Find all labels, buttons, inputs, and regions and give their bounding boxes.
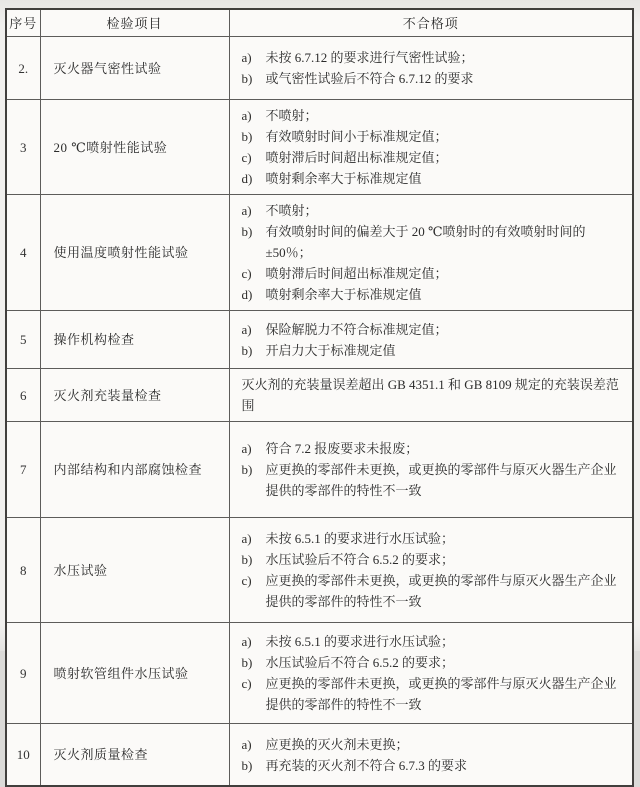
entry-text: 未按 6.5.1 的要求进行水压试验； (265, 634, 455, 649)
defect-entry (242, 68, 625, 89)
entry-marker: c) (241, 573, 252, 588)
entry-marker: a) (241, 531, 252, 546)
entry-marker: a) (241, 203, 252, 218)
entry-marker: b) (241, 655, 253, 670)
table-header (6, 9, 633, 37)
defect-entry (242, 47, 625, 68)
row-seq: 3 (6, 100, 40, 195)
defect-entry (242, 147, 625, 168)
entry-marker: b) (241, 462, 253, 477)
entry-marker: b) (241, 757, 253, 773)
entry-text: 未按 6.5.1 的要求进行水压试验； (265, 531, 455, 546)
header-defect: 不合格项 (229, 9, 633, 37)
table-row (6, 518, 633, 623)
header-item: 检验项目 (40, 9, 229, 37)
row-defects (229, 369, 633, 422)
defect-entry (242, 263, 625, 284)
table-row (6, 724, 633, 787)
defect-entry (242, 374, 625, 416)
defect-entry (242, 528, 625, 549)
row-item: 灭火剂质量检查 (40, 724, 229, 787)
entry-text: 喷射剩余率大于标准规定值 (265, 171, 422, 186)
entry-text: 开启力大于标准规定值 (265, 342, 396, 358)
entry-marker: a) (241, 634, 252, 649)
entry-marker: b) (241, 342, 253, 358)
defect-entry (242, 652, 625, 673)
entry-marker: b) (241, 552, 253, 567)
entry-text: 有效喷射时间的偏差大于 20 ℃喷射时的有效喷射时间的±50％； (265, 224, 586, 260)
entry-text: 喷射滞后时间超出标准规定值； (265, 266, 448, 281)
row-defects (229, 724, 633, 787)
entry-marker: a) (241, 441, 252, 456)
defect-entry (242, 284, 625, 305)
defect-entry (242, 319, 625, 340)
entry-marker: a) (241, 736, 252, 752)
row-seq: 10 (6, 724, 40, 787)
row-defects (229, 37, 633, 100)
defect-entry (242, 755, 625, 776)
entry-text: 不喷射； (265, 203, 318, 218)
row-defects (229, 100, 633, 195)
row-defects (229, 311, 633, 369)
defect-entry (242, 126, 625, 147)
entry-marker: d) (241, 287, 253, 302)
entry-marker: c) (241, 150, 252, 165)
row-seq: 8 (6, 518, 40, 623)
entry-text: 应更换的零部件未更换，或更换的零部件与原灭火器生产企业提供的零部件的特性不一致 (265, 573, 617, 609)
entry-text: 再充装的灭火剂不符合 6.7.3 的要求 (265, 757, 468, 773)
entry-text: 保险解脱力不符合标准规定值； (265, 321, 448, 337)
table-row (6, 195, 633, 311)
defect-entry (242, 459, 625, 501)
defect-entry (242, 105, 625, 126)
defect-entry (242, 438, 625, 459)
entry-text: 应更换的零部件未更换，或更换的零部件与原灭火器生产企业提供的零部件的特性不一致 (265, 676, 617, 712)
defect-entry (242, 200, 625, 221)
row-seq: 9 (6, 623, 40, 724)
row-item: 操作机构检查 (40, 311, 229, 369)
row-item: 水压试验 (40, 518, 229, 623)
row-defects (229, 623, 633, 724)
defect-entry (242, 673, 625, 715)
entry-text: 或气密性试验后不符合 6.7.12 的要求 (265, 71, 474, 86)
row-seq: 5 (6, 311, 40, 369)
entry-marker: c) (241, 676, 252, 691)
entry-text: 未按 6.7.12 的要求进行气密性试验； (265, 50, 474, 65)
defect-entry (242, 221, 625, 263)
header-seq: 序号 (6, 9, 40, 37)
row-defects (229, 518, 633, 623)
entry-marker: b) (241, 224, 253, 239)
defect-entry (242, 734, 625, 755)
inspection-table (5, 8, 634, 787)
row-item: 使用温度喷射性能试验 (40, 195, 229, 311)
entry-text: 不喷射； (265, 108, 318, 123)
row-item: 喷射软管组件水压试验 (40, 623, 229, 724)
entry-marker: b) (241, 129, 253, 144)
table-row (6, 100, 633, 195)
row-item: 灭火剂充装量检查 (40, 369, 229, 422)
defect-entry (242, 631, 625, 652)
entry-marker: a) (241, 50, 252, 65)
entry-marker: d) (241, 171, 253, 186)
entry-marker: b) (241, 71, 253, 86)
row-seq: 7 (6, 422, 40, 518)
entry-text: 水压试验后不符合 6.5.2 的要求； (265, 552, 455, 567)
entry-text: 应更换的零部件未更换，或更换的零部件与原灭火器生产企业提供的零部件的特性不一致 (265, 462, 617, 498)
table-row (6, 422, 633, 518)
row-seq: 6 (6, 369, 40, 422)
table-row (6, 37, 633, 100)
entry-marker: a) (241, 108, 252, 123)
defect-entry (242, 570, 625, 612)
row-item: 灭火器气密性试验 (40, 37, 229, 100)
table-body (6, 37, 633, 787)
row-defects (229, 422, 633, 518)
row-seq: 4 (6, 195, 40, 311)
row-item: 20 ℃喷射性能试验 (40, 100, 229, 195)
entry-marker: a) (241, 321, 252, 337)
table-row (6, 311, 633, 369)
entry-marker: c) (241, 266, 252, 281)
entry-text: 应更换的灭火剂未更换； (265, 736, 409, 752)
defect-entry (242, 168, 625, 189)
defect-entry (242, 340, 625, 361)
entry-text: 符合 7.2 报废要求未报废； (265, 441, 419, 456)
entry-text: 喷射剩余率大于标准规定值 (265, 287, 422, 302)
row-seq: 2. (6, 37, 40, 100)
entry-text: 有效喷射时间小于标准规定值； (265, 129, 448, 144)
entry-text: 喷射滞后时间超出标准规定值； (265, 150, 448, 165)
table-row (6, 369, 633, 422)
defect-entry (242, 549, 625, 570)
row-item: 内部结构和内部腐蚀检查 (40, 422, 229, 518)
header-row (6, 9, 633, 37)
row-defects (229, 195, 633, 311)
table-row (6, 623, 633, 724)
entry-text: 灭火剂的充装量误差超出 GB 4351.1 和 GB 8109 规定的充装误差范围 (241, 377, 619, 413)
entry-text: 水压试验后不符合 6.5.2 的要求； (265, 655, 455, 670)
